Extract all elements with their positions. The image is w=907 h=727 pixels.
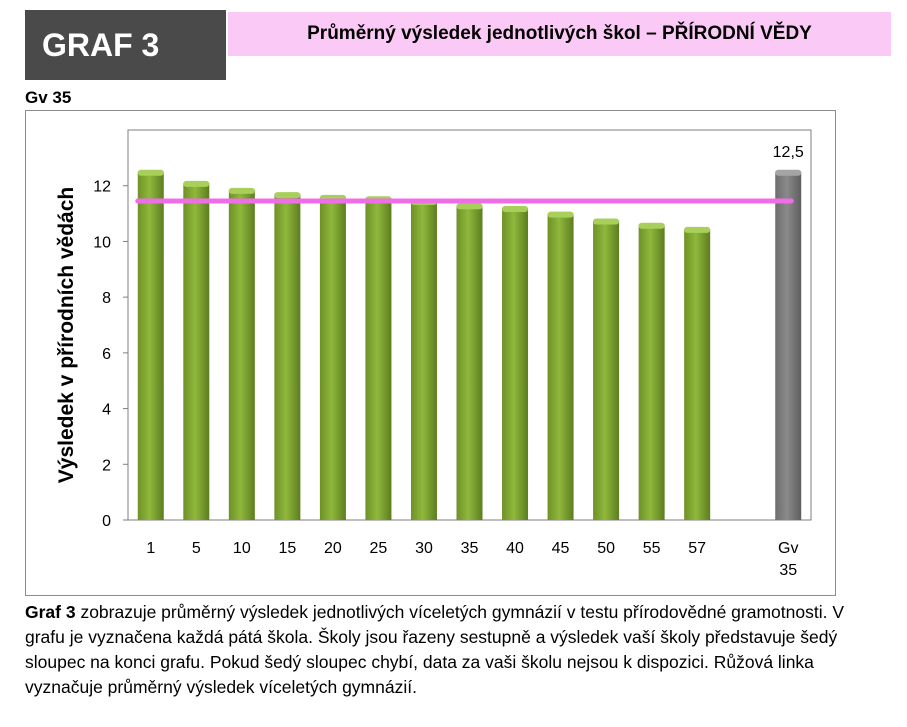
x-tick-label: 5 — [191, 540, 201, 557]
caption-text: zobrazuje průměrný výsledek jednotlivých víceletých gymnázií v testu přírodovědné gramotnosti. V grafu je vyznačena každá pátá škola. Školy jsou řazeny sestupně a výsledek vaší školy představuje šedý sloupec na konci grafu. Pokud šedý sloupec chybí, data za vaši školu nejsou k dispozici. Růžová linka vyznačuje průměrný výsledek víceletých gymnázií. — [25, 602, 844, 697]
bar-own-school — [775, 172, 801, 520]
x-tick-label: 45 — [551, 540, 570, 557]
x-tick-label: 20 — [324, 540, 342, 557]
bar — [548, 214, 574, 520]
caption — [25, 600, 885, 700]
bar-cap — [775, 170, 801, 176]
bar — [457, 205, 483, 520]
x-tick-label: 15 — [278, 540, 297, 557]
x-tick-label: 35 — [779, 562, 798, 579]
bar — [183, 183, 209, 520]
bar-cap — [548, 212, 574, 218]
x-tick-label: 50 — [597, 540, 615, 557]
graph-number-label: GRAF 3 — [25, 10, 226, 80]
bar — [411, 201, 437, 520]
bar-cap — [684, 227, 710, 233]
x-tick-label: 30 — [415, 540, 433, 557]
y-tick-label: 6 — [102, 345, 111, 363]
x-tick-label: 57 — [688, 540, 707, 557]
x-tick-label: 40 — [506, 540, 524, 557]
bar-cap — [138, 170, 164, 176]
bar-cap — [502, 206, 528, 212]
bar-cap — [639, 223, 665, 229]
caption-bold: Graf 3 — [25, 602, 76, 622]
y-axis-title: Výsledek v přírodních vědách — [55, 186, 78, 484]
bar — [593, 221, 619, 520]
bar — [684, 229, 710, 520]
x-tick-label: Gv — [778, 540, 799, 557]
bar — [502, 208, 528, 520]
bar-cap — [229, 188, 255, 194]
y-tick-label: 4 — [102, 401, 111, 419]
x-tick-label: 25 — [369, 540, 388, 557]
x-tick-label: 35 — [460, 540, 479, 557]
y-tick-label: 10 — [93, 234, 111, 252]
x-tick-label: 10 — [232, 540, 251, 557]
x-tick-label: 55 — [642, 540, 661, 557]
school-code: Gv 35 — [25, 88, 72, 107]
y-tick-label: 12 — [93, 178, 111, 196]
y-tick-label: 0 — [102, 513, 111, 530]
x-tick-label: 1 — [146, 540, 156, 557]
bar — [274, 194, 300, 520]
chart-title: Průměrný výsledek jednotlivých škol – PŘÍRODNÍ VĚDY — [228, 12, 891, 56]
bar — [229, 190, 255, 520]
bar-cap — [274, 192, 300, 198]
bar-cap — [457, 203, 483, 209]
bar — [320, 197, 346, 520]
y-tick-label: 2 — [102, 457, 111, 475]
bar-cap — [183, 181, 209, 187]
bar — [639, 225, 665, 520]
bar — [138, 172, 164, 520]
bar-chart — [25, 110, 836, 596]
bar — [365, 198, 391, 520]
data-label-own-school: 12,5 — [772, 143, 804, 161]
y-tick-label: 8 — [102, 290, 111, 308]
bar-cap — [593, 219, 619, 225]
